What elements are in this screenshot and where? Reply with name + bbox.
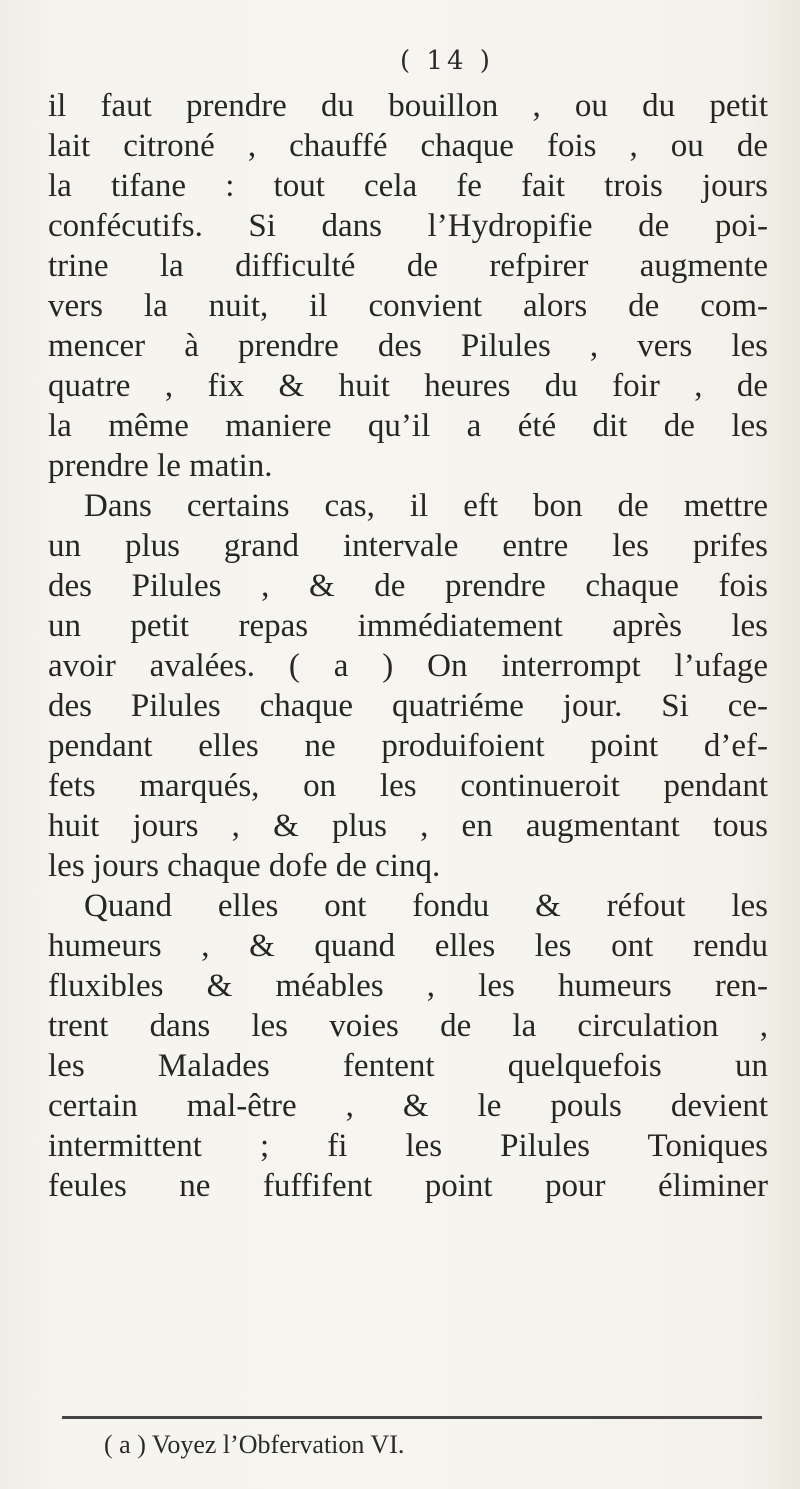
- text-line: trent dans les voies de la circulation ,: [48, 1008, 768, 1044]
- text-line: quatre , fix & huit heures du foir , de: [48, 368, 768, 404]
- text-line: des Pilules chaque quatriéme jour. Si ce-: [48, 688, 768, 724]
- page-number: ( 14 ): [400, 46, 494, 76]
- footnote-text: Voyez l’Obfervation VI.: [151, 1430, 405, 1459]
- text-line: trine la difficulté de refpirer augmente: [48, 248, 768, 284]
- footnote-marker: ( a ): [104, 1430, 146, 1459]
- text-line: Dans certains cas, il eft bon de mettre: [84, 488, 768, 524]
- text-line: la tifane : tout cela fe fait trois jours: [48, 168, 768, 204]
- body-text: [48, 86, 768, 1206]
- text-line: confécutifs. Si dans l’Hydropifie de poi-: [48, 208, 768, 244]
- text-line: un plus grand intervale entre les prifes: [48, 528, 768, 564]
- text-line: intermittent ; fi les Pilules Toniques: [48, 1128, 768, 1164]
- text-line: vers la nuit, il convient alors de com-: [48, 288, 768, 324]
- text-line: un petit repas immédiatement après les: [48, 608, 768, 644]
- text-line: les Malades fentent quelquefois un: [48, 1048, 768, 1084]
- text-line: lait citroné , chauffé chaque fois , ou de: [48, 128, 768, 164]
- text-line: fluxibles & méables , les humeurs ren-: [48, 968, 768, 1004]
- text-line: mencer à prendre des Pilules , vers les: [48, 328, 768, 364]
- text-line: les jours chaque dofe de cinq.: [48, 848, 441, 884]
- text-line: pendant elles ne produifoient point d’ef-: [48, 728, 768, 764]
- text-line: la même maniere qu’il a été dit de les: [48, 408, 768, 444]
- text-line: des Pilules , & de prendre chaque fois: [48, 568, 768, 604]
- footnote: [104, 1430, 404, 1460]
- text-line: huit jours , & plus , en augmentant tous: [48, 808, 768, 844]
- text-line: il faut prendre du bouillon , ou du petit: [48, 88, 768, 124]
- text-line: prendre le matin.: [48, 448, 273, 484]
- text-line: humeurs , & quand elles les ont rendu: [48, 928, 768, 964]
- text-line: feules ne fuffifent point pour éliminer: [48, 1168, 768, 1204]
- text-line: certain mal-être , & le pouls devient: [48, 1088, 768, 1124]
- text-line: fets marqués, on les continueroit pendant: [48, 768, 768, 804]
- text-line: Quand elles ont fondu & réfout les: [84, 888, 768, 924]
- footnote-divider: [62, 1416, 762, 1419]
- text-line: avoir avalées. ( a ) On interrompt l’ufage: [48, 648, 768, 684]
